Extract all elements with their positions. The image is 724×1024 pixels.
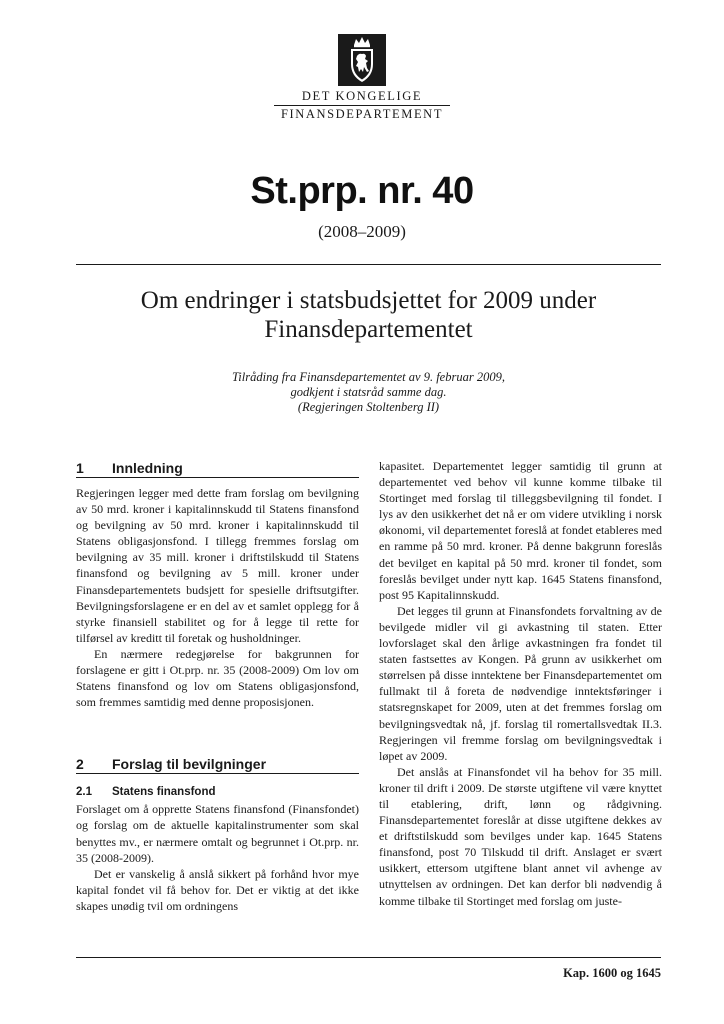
left-column (76, 458, 359, 914)
ministry-name-line2: FINANSDEPARTEMENT (280, 107, 444, 121)
paragraph: Det anslås at Finansfondet vil ha behov for 35 mill. kroner til drift i 2009. De største utgiftene vil være knyttet til etablering, drift, lønn og rådgivning. Finansdepartementet foreslår at disse utgiftene dekkes av et driftstilskudd som bevilges under kap. 1645 Statens finansfond, post 70 Tilskudd til drift. Anslaget er svært usikkert, ettersom utgiftene blant annet vil avhenge av utnyttelsen av ordningen. Det kan derfor bli nødvendig å komme tilbake til Stortinget med forslag om juste- (379, 764, 662, 908)
session-years: (2008–2009) (318, 222, 406, 241)
section-number: 1 (76, 460, 84, 476)
paragraph: kapasitet. Departementet legger samtidig til grunn at departementet ved behov vil kunne komme tilbake til Stortinget med forslag til tilleggsbevilgning til fondet. I lys av den usikkerhet det nå er om videre utvikling i norsk økonomi, vil departementet foreslå at fondet etableres med en ramme på 50 mrd. kroner. På denne bakgrunn foreslås det bevilget en kapital på 50 mrd. kroner til fondet, som foreslås bevilget under nytt kap. 1645 Statens finansfond, post 95 Kapitalinnskudd. (379, 459, 662, 602)
approval-note (76, 370, 661, 415)
title-line-2: Finansdepartementet (264, 316, 473, 343)
logo-divider (274, 105, 450, 106)
approval-line-3: (Regjeringen Stoltenberg II) (297, 400, 440, 414)
subsection-heading-2-1 (76, 785, 359, 800)
paragraph: En nærmere redegjørelse for bakgrunnen for forslagene er gitt i Ot.prp. nr. 35 (2008-2009) Om lov om Statens finansfond og lov om Statens obligasjonsfond, som fremmes samtidig med denne proposisjonen. (76, 646, 359, 710)
approval-line-1: Tilråding fra Finansdepartementet av 9. februar 2009, (232, 370, 505, 384)
section-number: 2 (76, 756, 84, 773)
section-title: Forslag til bevilgninger (112, 756, 267, 773)
subsection-title: Statens finansfond (112, 786, 216, 799)
chapter-reference: Kap. 1600 og 1645 (563, 966, 661, 980)
section-heading-1 (76, 458, 359, 478)
paragraph: Regjeringen legger med dette fram forslag om bevilgning av 50 mrd. kroner i kapitalinnskudd til Statens finansfond og bevilgning av 50 mrd. kroner i kapitalinnskudd til Statens obligasjonsfond. I tillegg fremmes forslag om bevilgning av 35 mill. kroner i driftstilskudd til Statens finansfond og bevilgning av 5 mill. kroner under Finansdepartementets budsjett for spesielle driftsutgifter. Bevilgningsforslagene er en del av et samlet opplegg for å styrke finansiell stabilitet og for å legge til rette for tilførsel av kreditt til foretak og husholdninger. (76, 486, 359, 645)
approval-line-2: godkjent i statsråd samme dag. (290, 385, 447, 399)
paragraph: Forslaget om å opprette Statens finansfond (Finansfondet) og forslag om de aktuelle kapitalinstrumenter som skal benyttes mv., er nærmere omtalt og begrunnet i Ot.prp. nr. 35 (2008-2009). (76, 802, 359, 865)
title-line-1: Om endringer i statsbudsjettet for 2009 under (140, 287, 597, 314)
footer-rule (76, 957, 661, 958)
header-rule (76, 264, 661, 265)
coat-of-arms-icon (338, 34, 386, 86)
subsection-number: 2.1 (76, 786, 92, 799)
paragraph: Det er vanskelig å anslå sikkert på forhånd hvor mye kapital fondet vil få behov for. Det er viktig at det ikke skapes unødig tvil om ordningens (76, 866, 359, 913)
right-column (379, 458, 662, 909)
section-title: Innledning (112, 460, 183, 476)
document-number: St.prp. nr. 40 (250, 170, 474, 212)
paragraph: Det legges til grunn at Finansfondets forvaltning av de bevilgede midler vil gi avkastning til staten. Etter lovforslaget skal den årlige avkastningen fra fondet til staten fastsettes av Kongen. På grunn av usikkerhet om størrelsen på disse inntektene ber Finansdepartementet om fullmakt til å foreta de nødvendige inntektsføringer i statsregnskapet for 2009, uten at det fremmes forslag om bevilgningsvedtak nå, jf. forslag til romertallsvedtak II.3. Regjeringen vil fremme forslag om bevilgningsvedtak i løpet av 2009. (379, 603, 662, 763)
section-heading-2 (76, 754, 359, 774)
document-title (76, 286, 661, 344)
ministry-logo (0, 34, 724, 122)
ministry-name-line1: DET KONGELIGE (301, 89, 423, 103)
